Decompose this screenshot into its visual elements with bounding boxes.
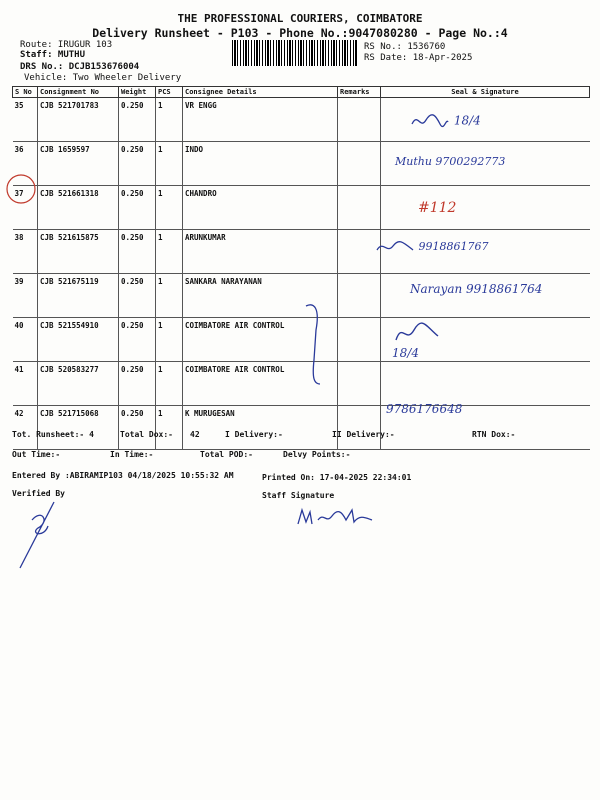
row-consignment: CJB 521661318 — [38, 186, 119, 230]
table-row — [13, 98, 590, 142]
row-sno: 42 — [13, 406, 38, 450]
route-label: Route: IRUGUR 103 — [20, 40, 113, 50]
row-remarks — [338, 274, 381, 318]
table-row — [13, 230, 590, 274]
row-weight: 0.250 — [119, 230, 156, 274]
verified-by-label: Verified By — [12, 489, 65, 498]
row-pcs: 1 — [156, 362, 183, 406]
bracket-mark-icon — [300, 300, 330, 390]
row-pcs: 1 — [156, 186, 183, 230]
verified-signature-icon — [14, 498, 64, 572]
col-pcs: PCS — [156, 87, 183, 98]
row-pcs: 1 — [156, 98, 183, 142]
col-remarks: Remarks — [338, 87, 381, 98]
row-weight: 0.250 — [119, 318, 156, 362]
staff-label: Staff: MUTHU — [20, 50, 86, 60]
row-remarks — [338, 406, 381, 450]
row-consignee: VR ENGG — [183, 98, 338, 142]
row-remarks — [338, 362, 381, 406]
row-consignment: CJB 1659597 — [38, 142, 119, 186]
row-sno: 40 — [13, 318, 38, 362]
row-weight: 0.250 — [119, 98, 156, 142]
handwriting-row-39: Narayan 9918861764 — [410, 282, 543, 296]
total-pod-label: Total POD:- — [200, 450, 253, 459]
row-weight: 0.250 — [119, 274, 156, 318]
col-weight: Weight — [119, 87, 156, 98]
col-consignee: Consignee Details — [183, 87, 338, 98]
printed-on: Printed On: 17-04-2025 22:34:01 — [262, 473, 412, 482]
row-consignee: INDO — [183, 142, 338, 186]
row-weight: 0.250 — [119, 406, 156, 450]
row-consignee: COIMBATORE AIR CONTROL — [183, 318, 338, 362]
rtn-dox-label: RTN Dox:- — [472, 430, 516, 439]
i-delivery-label: I Delivery:- — [225, 430, 283, 439]
signature-scribble-icon — [392, 322, 442, 346]
row-consignment: CJB 521701783 — [38, 98, 119, 142]
row-consignment: CJB 521615875 — [38, 230, 119, 274]
row-consignee: CHANDRO — [183, 186, 338, 230]
row-sno: 36 — [13, 142, 38, 186]
handwriting-row-36: Muthu 9700292773 — [395, 155, 506, 168]
circle-mark-icon — [5, 173, 37, 205]
row-pcs: 1 — [156, 406, 183, 450]
row-pcs: 1 — [156, 274, 183, 318]
row-weight: 0.250 — [119, 142, 156, 186]
total-dox-label: Total Dox:- — [120, 430, 173, 439]
row-consignee: SANKARA NARAYANAN — [183, 274, 338, 318]
total-dox-value: 42 — [190, 430, 200, 439]
staff-signature-icon — [296, 506, 376, 528]
row-consignment: CJB 520583277 — [38, 362, 119, 406]
runsheet-subtitle: Delivery Runsheet - P103 - Phone No.:9047080280 - Page No.:4 — [92, 26, 508, 40]
row-remarks — [338, 142, 381, 186]
row-sno: 38 — [13, 230, 38, 274]
row-weight: 0.250 — [119, 362, 156, 406]
out-time-label: Out Time:- — [12, 450, 61, 459]
row-pcs: 1 — [156, 230, 183, 274]
row-weight: 0.250 — [119, 186, 156, 230]
signature-scribble-icon — [410, 112, 450, 130]
delvy-points-label: Delvy Points:- — [283, 450, 351, 459]
row-consignment: CJB 521675119 — [38, 274, 119, 318]
row-sno: 37 — [13, 186, 38, 230]
handwriting-row-38: 9918861767 — [375, 240, 489, 254]
signature-row-41: 18/4 — [392, 322, 442, 360]
signature-row-35: 18/4 — [410, 112, 481, 130]
row-consignee: ARUNKUMAR — [183, 230, 338, 274]
row-remarks — [338, 318, 381, 362]
row-sno: 41 — [13, 362, 38, 406]
table-header-row — [13, 87, 590, 98]
company-name: THE PROFESSIONAL COURIERS, COIMBATORE — [177, 12, 423, 25]
table-row — [13, 186, 590, 230]
handwriting-row-42: 9786176648 — [386, 402, 463, 416]
row-remarks — [338, 98, 381, 142]
col-signature: Seal & Signature — [381, 87, 590, 98]
col-sno: S No — [13, 87, 38, 98]
rs-date: RS Date: 18-Apr-2025 — [364, 53, 473, 63]
total-runsheet: Tot. Runsheet:- 4 — [12, 430, 94, 439]
handwriting-row-37: #112 — [418, 200, 457, 216]
in-time-label: In Time:- — [110, 450, 154, 459]
row-consignment: CJB 521715068 — [38, 406, 119, 450]
ii-delivery-label: II Delivery:- — [332, 430, 395, 439]
row-remarks — [338, 186, 381, 230]
row-sno: 35 — [13, 98, 38, 142]
runsheet-table — [12, 86, 590, 450]
row-consignment: CJB 521554910 — [38, 318, 119, 362]
row-sno: 39 — [13, 274, 38, 318]
row-consignee: K MURUGESAN — [183, 406, 338, 450]
col-consignment: Consignment No — [38, 87, 119, 98]
row-signature — [381, 186, 590, 230]
entered-by: Entered By :ABIRAMIP103 04/18/2025 10:55:32 AM — [12, 471, 234, 480]
vehicle-label: Vehicle: Two Wheeler Delivery — [24, 73, 182, 83]
barcode-image — [232, 40, 358, 66]
rs-number: RS No.: 1536760 — [364, 42, 446, 52]
row-pcs: 1 — [156, 318, 183, 362]
row-signature — [381, 362, 590, 406]
drs-number: DRS No.: DCJB153676004 — [20, 62, 140, 72]
table-row — [13, 406, 590, 450]
row-consignee: COIMBATORE AIR CONTROL — [183, 362, 338, 406]
signature-scribble-icon — [375, 240, 415, 254]
row-pcs: 1 — [156, 142, 183, 186]
staff-signature-label: Staff Signature — [262, 491, 335, 500]
